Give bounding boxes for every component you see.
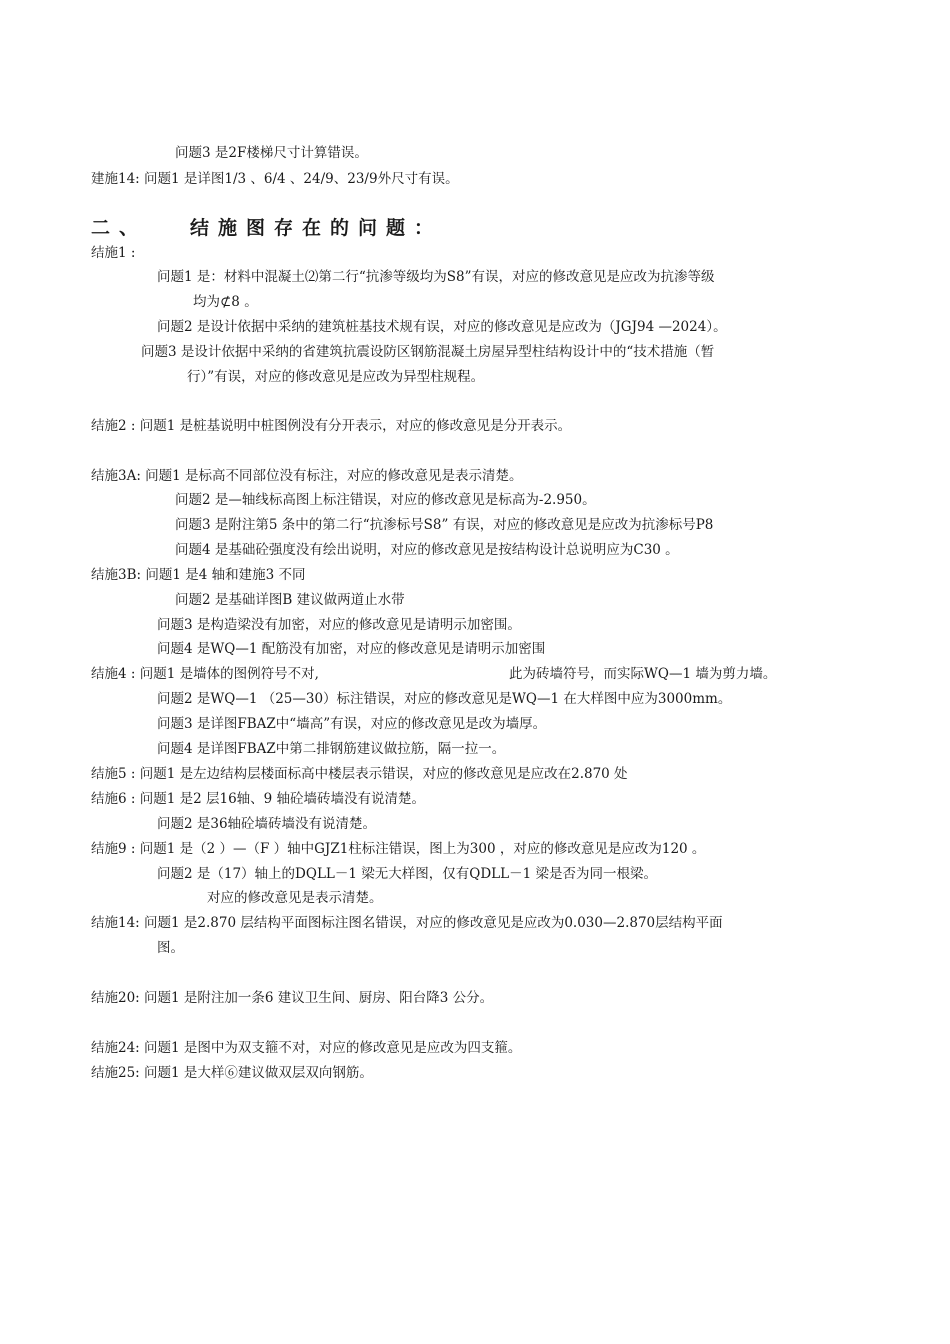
jieshi1-q1-line: 问题1 是：材料中混凝土⑵第二行“抗渗等级均为S8”有误，对应的修改意见是应改为抗渗等级: [157, 269, 715, 285]
jieshi5-line: 结施5 : 问题1 是左边结构层楼面标高中楼层表示错误，对应的修改意见是应改在2.870 处: [91, 766, 628, 782]
jieshi14-q1-line: 结施14: 问题1 是2.870 层结构平面图标注图名错误，对应的修改意见是应改为0.030—2.870层结构平面: [91, 915, 723, 931]
jieshi6-q2-line: 问题2 是36轴砼墙砖墙没有说清楚。: [157, 816, 377, 832]
jieshi4-q1-cont: 此为砖墙符号，而实际WQ—1 墙为剪力墙。: [509, 666, 777, 682]
jieshi3b-q2-line: 问题2 是基础详图B 建议做两道止水带: [175, 592, 405, 608]
jieshi9-q1-line: 结施9 : 问题1 是（2 ）—（F ）轴中GJZ1柱标注错误，图上为300 ，对应的修改意见是应改为120 。: [91, 841, 706, 857]
jianshi-q3-line: 问题3 是2F楼梯尺寸计算错误。: [175, 145, 368, 161]
jieshi9-q2-line: 问题2 是（17）轴上的DQLL－1 梁无大样图，仅有QDLL－1 梁是否为同一根梁。: [157, 866, 657, 882]
jieshi6-q1-line: 结施6 : 问题1 是2 层16轴、9 轴砼墙砖墙没有说清楚。: [91, 791, 426, 807]
jieshi4-q3-line: 问题3 是详图FBAZ中“墙高”有误，对应的修改意见是改为墙厚。: [157, 716, 547, 732]
jieshi24-line: 结施24: 问题1 是图中为双支箍不对，对应的修改意见是应改为四支箍。: [91, 1040, 522, 1056]
section-title: 结施图存在的问题：: [190, 217, 443, 239]
jieshi3b-q4-line: 问题4 是WQ—1 配筋没有加密，对应的修改意见是请明示加密围: [157, 641, 546, 657]
jieshi1-q3-cont: 行）”有误，对应的修改意见是应改为异型柱规程。: [187, 369, 485, 385]
jieshi3a-q1-line: 结施3A: 问题1 是标高不同部位没有标注，对应的修改意见是表示清楚。: [91, 468, 523, 484]
jieshi14-q1-cont: 图。: [157, 940, 184, 956]
jieshi3a-q2-line: 问题2 是—轴线标高图上标注错误，对应的修改意见是标高为-2.950。: [175, 492, 596, 508]
jieshi3b-q3-line: 问题3 是构造梁没有加密，对应的修改意见是请明示加密围。: [157, 617, 521, 633]
jieshi4-q2-line: 问题2 是WQ—1 （25—30）标注错误，对应的修改意见是WQ—1 在大样图中应为3000mm。: [157, 691, 732, 707]
jianshi14-line: 建施14: 问题1 是详图1/3 、6/4 、24/9、23/9外尺寸有误。: [91, 171, 459, 187]
jieshi20-line: 结施20: 问题1 是附注加一条6 建议卫生间、厨房、阳台降3 公分。: [91, 990, 494, 1006]
jieshi25-line: 结施25: 问题1 是大样⑥建议做双层双向钢筋。: [91, 1065, 373, 1081]
jieshi1-q1-cont: 均为⊄8 。: [193, 294, 258, 310]
jieshi1-label: 结施1 :: [91, 245, 136, 261]
jieshi9-q2-cont: 对应的修改意见是表示清楚。: [207, 890, 383, 906]
jieshi4-q1-line: 结施4 : 问题1 是墙体的图例符号不对,: [91, 666, 319, 682]
jieshi3b-q1-line: 结施3B: 问题1 是4 轴和建施3 不同: [91, 567, 306, 583]
jieshi4-q4-line: 问题4 是详图FBAZ中第二排钢筋建议做拉筋，隔一拉一。: [157, 741, 506, 757]
section-number: 二、: [91, 217, 148, 239]
jieshi1-q2-line: 问题2 是设计依据中采纳的建筑桩基技术规有误，对应的修改意见是应改为（JGJ94 —2024）。: [157, 319, 727, 335]
jieshi1-q3-line: 问题3 是设计依据中采纳的省建筑抗震设防区钢筋混凝土房屋异型柱结构设计中的“技术措施（暂: [141, 344, 715, 360]
jieshi3a-q4-line: 问题4 是基础砼强度没有绘出说明，对应的修改意见是按结构设计总说明应为C30 。: [175, 542, 679, 558]
jieshi2-line: 结施2 : 问题1 是桩基说明中桩图例没有分开表示，对应的修改意见是分开表示。: [91, 418, 572, 434]
jieshi3a-q3-line: 问题3 是附注第5 条中的第二行“抗渗标号S8” 有误，对应的修改意见是应改为抗渗标号P8: [175, 517, 714, 533]
